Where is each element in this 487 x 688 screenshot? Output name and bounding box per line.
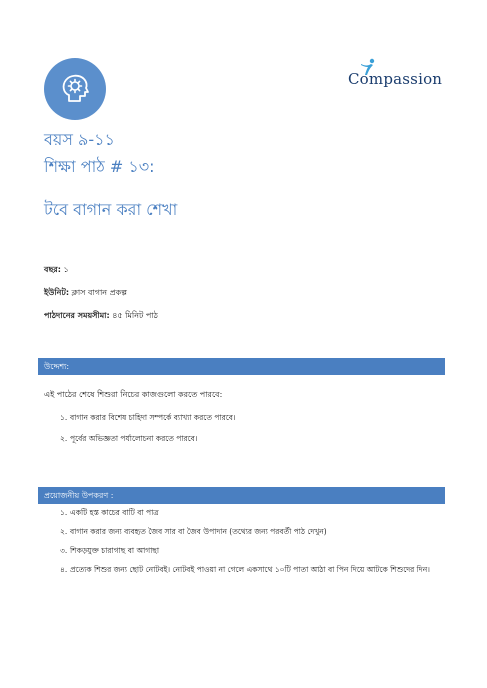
list-item-number: ২. bbox=[60, 527, 68, 536]
brain-gear-icon bbox=[44, 58, 106, 120]
list-item-number: ৪. bbox=[60, 565, 68, 574]
list-item-text: পূর্বের অভিজ্ঞতা পর্যালোচনা করতে পারবে। bbox=[70, 434, 198, 443]
list-item bbox=[60, 545, 440, 564]
list-item-text: বাগান করার বিশেষ চাহিদা সম্পর্কে ব্যাখ্যা করতে পারবে। bbox=[70, 413, 236, 422]
list-item bbox=[60, 526, 440, 545]
list-item-text: প্রত্যেক শিশুর জন্য ছোট নোটবই। নোটবই পাওয়া না গেলে একসাথে ১০টি পাতা আঠা বা পিন দিয়ে আটকে শিশুদের দিন। bbox=[70, 565, 430, 574]
title-age: বয়স ৯-১১ bbox=[44, 130, 115, 149]
meta-unit bbox=[44, 287, 127, 300]
list-item bbox=[60, 433, 236, 454]
meta-unit-label: ইউনিট: bbox=[44, 288, 70, 297]
list-item-number: ২. bbox=[60, 434, 68, 443]
list-item-text: একটি হস্ত কাচের বাটি বা পাত্র bbox=[70, 508, 159, 517]
meta-year bbox=[44, 264, 69, 277]
title-lesson-name: টবে বাগান করা শেখা bbox=[44, 200, 178, 219]
title-lesson-number: শিক্ষা পাঠ # ১৩: bbox=[44, 157, 155, 176]
list-item-text: বাগান করার জন্য ব্যবহৃত জৈব সার বা জৈব উপাদান (তথ্যের জন্য পরবর্তী পাঠ দেখুন) bbox=[70, 527, 327, 536]
meta-time bbox=[44, 310, 158, 323]
meta-time-label: পাঠদানের সময়সীমা: bbox=[44, 311, 110, 320]
meta-year-value: ১ bbox=[60, 265, 69, 274]
compassion-logo bbox=[346, 58, 446, 94]
list-item bbox=[60, 507, 440, 526]
list-item-number: ৩. bbox=[60, 546, 68, 555]
materials-list bbox=[60, 507, 440, 576]
list-item-number: ১. bbox=[60, 508, 68, 517]
objectives-heading: উদ্দেশ্য: bbox=[38, 358, 445, 375]
objectives-intro: এই পাঠের শেষে শিশুরা নিচের কাজগুলো করতে পারবে: bbox=[44, 390, 223, 399]
list-item bbox=[60, 564, 440, 576]
meta-unit-value: ক্লাস বাগান প্রকল্প bbox=[69, 288, 127, 297]
list-item bbox=[60, 412, 236, 433]
meta-time-value: ৪৫ মিনিট পাঠ bbox=[109, 311, 158, 320]
objectives-list bbox=[60, 412, 236, 454]
list-item-text: শিকড়যুক্ত চারাগাছ বা আগাছা bbox=[70, 546, 160, 555]
materials-heading: প্রয়োজনীয় উপকরণ : bbox=[38, 487, 445, 504]
meta-year-label: বছর: bbox=[44, 265, 61, 274]
logo-text: Compassion bbox=[348, 70, 443, 88]
list-item-number: ১. bbox=[60, 413, 68, 422]
